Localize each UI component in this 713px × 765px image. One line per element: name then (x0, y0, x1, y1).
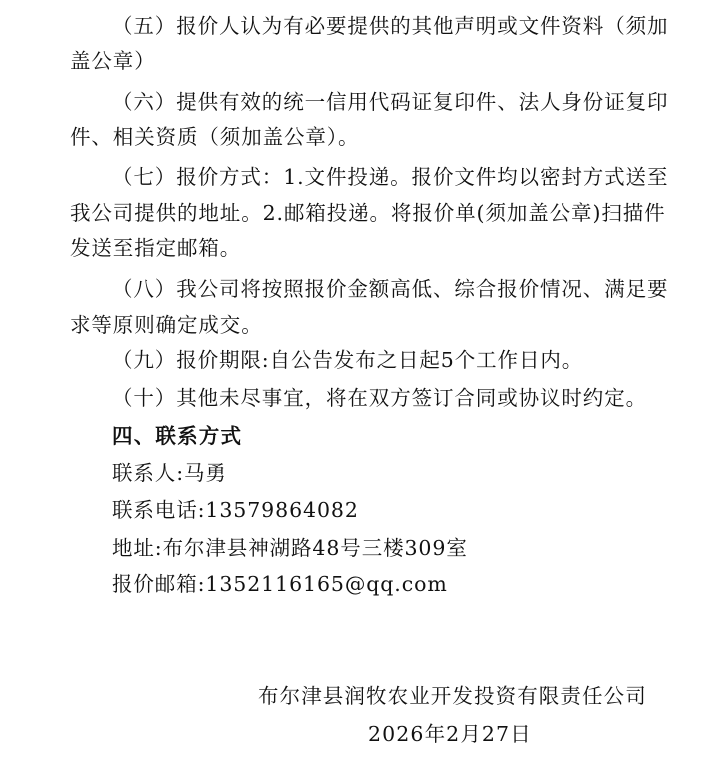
item-seven-line3: 发送至指定邮箱。 (70, 236, 242, 260)
item-five-line2: 盖公章） (70, 49, 156, 73)
contact-phone: 联系电话:13579864082 (112, 498, 359, 522)
item-seven-line2: 我公司提供的地址。2.邮箱投递。将报价单(须加盖公章)扫描件 (70, 201, 666, 225)
item-eight-line2: 求等原则确定成交。 (70, 313, 263, 337)
item-nine-line1: （九）报价期限:自公告发布之日起5个工作日内。 (112, 348, 584, 372)
item-ten-line1: （十）其他未尽事宜，将在双方签订合同或协议时约定。 (112, 386, 647, 410)
item-six-line2: 件、相关资质（须加盖公章）。 (70, 125, 360, 149)
contact-address: 地址:布尔津县神湖路48号三楼309室 (112, 536, 468, 560)
contact-email: 报价邮箱:1352116165@qq.com (112, 572, 448, 596)
item-five-line1: （五）报价人认为有必要提供的其他声明或文件资料（须加 (112, 14, 669, 38)
contact-person: 联系人:马勇 (112, 461, 227, 485)
contact-heading: 四、联系方式 (112, 424, 243, 448)
signature-company: 布尔津县润牧农业开发投资有限责任公司 (258, 684, 647, 708)
item-six-line1: （六）提供有效的统一信用代码证复印件、法人身份证复印 (112, 90, 669, 114)
item-eight-line1: （八）我公司将按照报价金额高低、综合报价情况、满足要 (112, 277, 669, 301)
signature-date: 2026年2月27日 (368, 722, 532, 746)
item-seven-line1: （七）报价方式：1.文件投递。报价文件均以密封方式送至 (112, 165, 669, 189)
